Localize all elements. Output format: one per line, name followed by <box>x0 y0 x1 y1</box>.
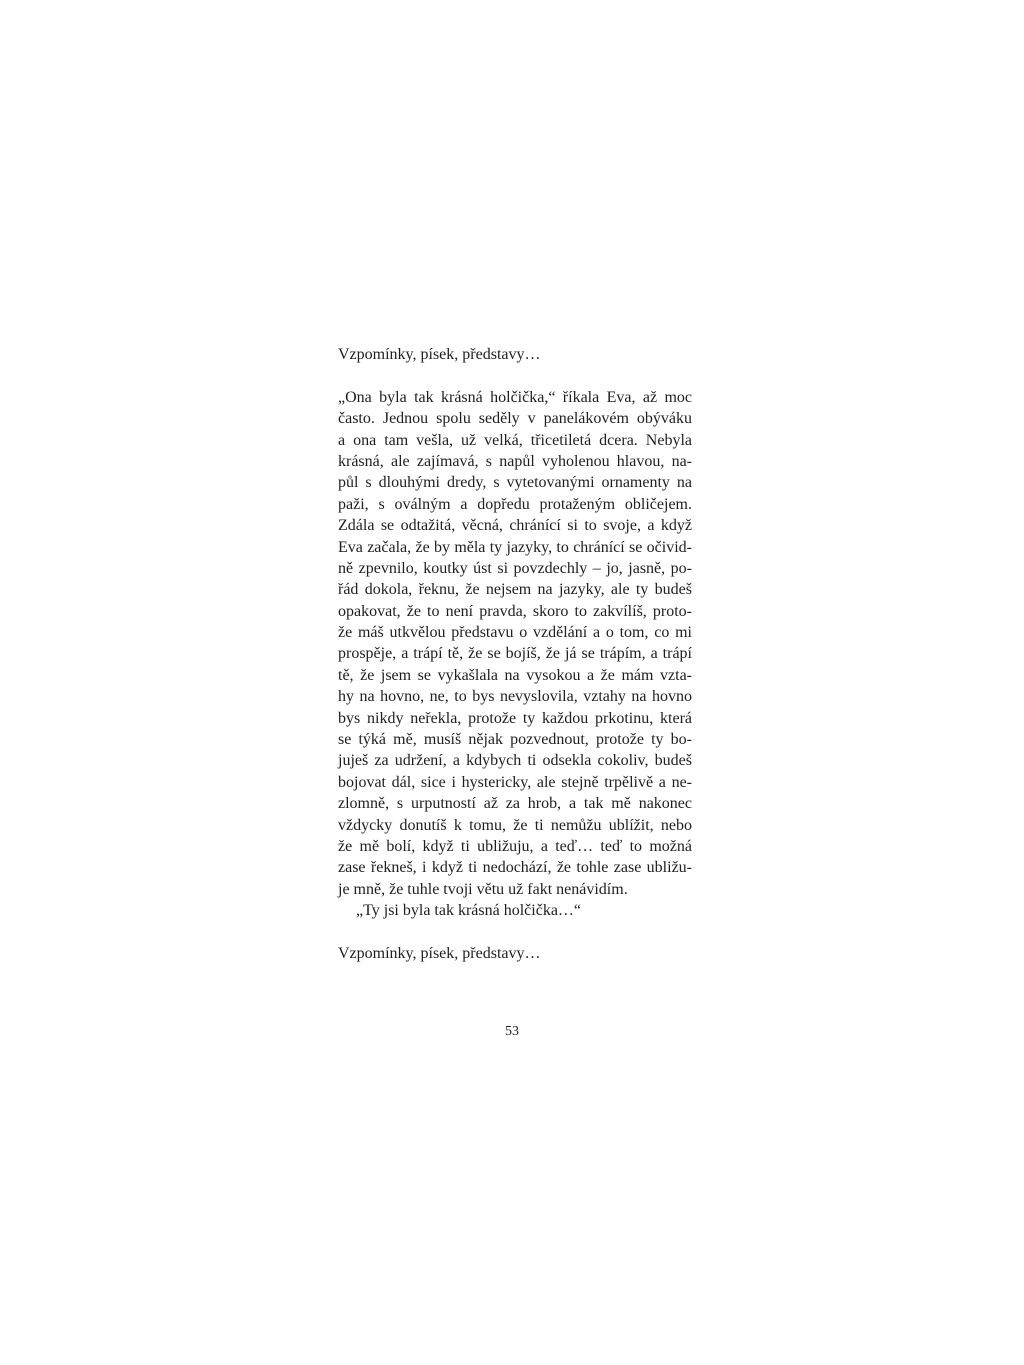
section-heading-top: Vzpomínky, písek, představy… <box>338 346 541 363</box>
paragraph-line: že máš utkvělou představu o vzdělání a o tom, co mi <box>338 624 692 642</box>
paragraph-line: hy na hovno, ne, to bys nevyslovila, vztahy na hovno <box>338 688 692 706</box>
spacer <box>338 365 692 386</box>
paragraph-line: paži, s oválným a dopředu protaženým obličejem. <box>338 495 692 513</box>
paragraph-line: bojovat dál, sice i hystericky, ale stejně trpělivě a ne- <box>338 773 692 791</box>
paragraph-line: juješ za udržení, a kdybych ti odsekla cokoliv, budeš <box>338 752 692 770</box>
paragraph-line: zase řekneš, i když ti nedochází, že tohle zase ubližu- <box>338 859 692 877</box>
paragraph-line: „Ona byla tak krásná holčička,“ říkala Eva, až moc <box>338 388 692 406</box>
paragraph-line: Eva začala, že by měla ty jazyky, to chránící se očivid- <box>338 538 692 556</box>
paragraph-line: ně zpevnilo, koutky úst si povzdechly – jo, jasně, po- <box>338 559 692 577</box>
paragraph-line: bys nikdy neřekla, protože ty každou prkotinu, která <box>338 709 692 727</box>
paragraph-line: a ona tam vešla, už velká, třicetiletá dcera. Nebyla <box>338 431 692 449</box>
paragraph-line: Zdála se odtažitá, věcná, chránící si to svoje, a když <box>338 517 692 535</box>
page-number: 53 <box>505 1024 519 1039</box>
paragraph-line: řád dokola, řeknu, že nejsem na jazyky, ale ty budeš <box>338 581 692 599</box>
paragraph <box>338 387 692 900</box>
paragraph-line: často. Jednou spolu seděly v panelákovém obýváku <box>338 410 692 428</box>
paragraph-line: krásná, ale zajímavá, s napůl vyholenou hlavou, na- <box>338 452 692 470</box>
section-heading-bottom: Vzpomínky, písek, představy… <box>338 944 541 962</box>
quote-line: „Ty jsi byla tak krásná holčička…“ <box>356 902 582 920</box>
paragraph-line: prospěje, a trápí tě, že se bojíš, že já se trápím, a trápí <box>338 645 692 663</box>
paragraph-line: zlomně, s urputností až za hrob, a tak mě nakonec <box>338 795 692 813</box>
paragraph-line: vždycky donutíš k tomu, že ti nemůžu ublížit, nebo <box>338 816 692 834</box>
paragraph-line: se týká mě, musíš nějak pozvednout, protože ty bo- <box>338 731 692 749</box>
paragraph-line: že mě bolí, když ti ubližuju, a teď… teď to možná <box>338 837 692 855</box>
paragraph-line: půl s dlouhými dredy, s vytetovanými ornamenty na <box>338 474 692 492</box>
paragraph-line: tě, že jsem se vykašlala na vysokou a že mám vzta- <box>338 666 692 684</box>
paragraph-line: je mně, že tuhle tvoji větu už fakt nenávidím. <box>338 880 628 898</box>
text-column <box>338 344 692 964</box>
paragraph-line: opakovat, že to není pravda, skoro to zakvílíš, proto- <box>338 602 692 620</box>
spacer <box>338 922 692 943</box>
